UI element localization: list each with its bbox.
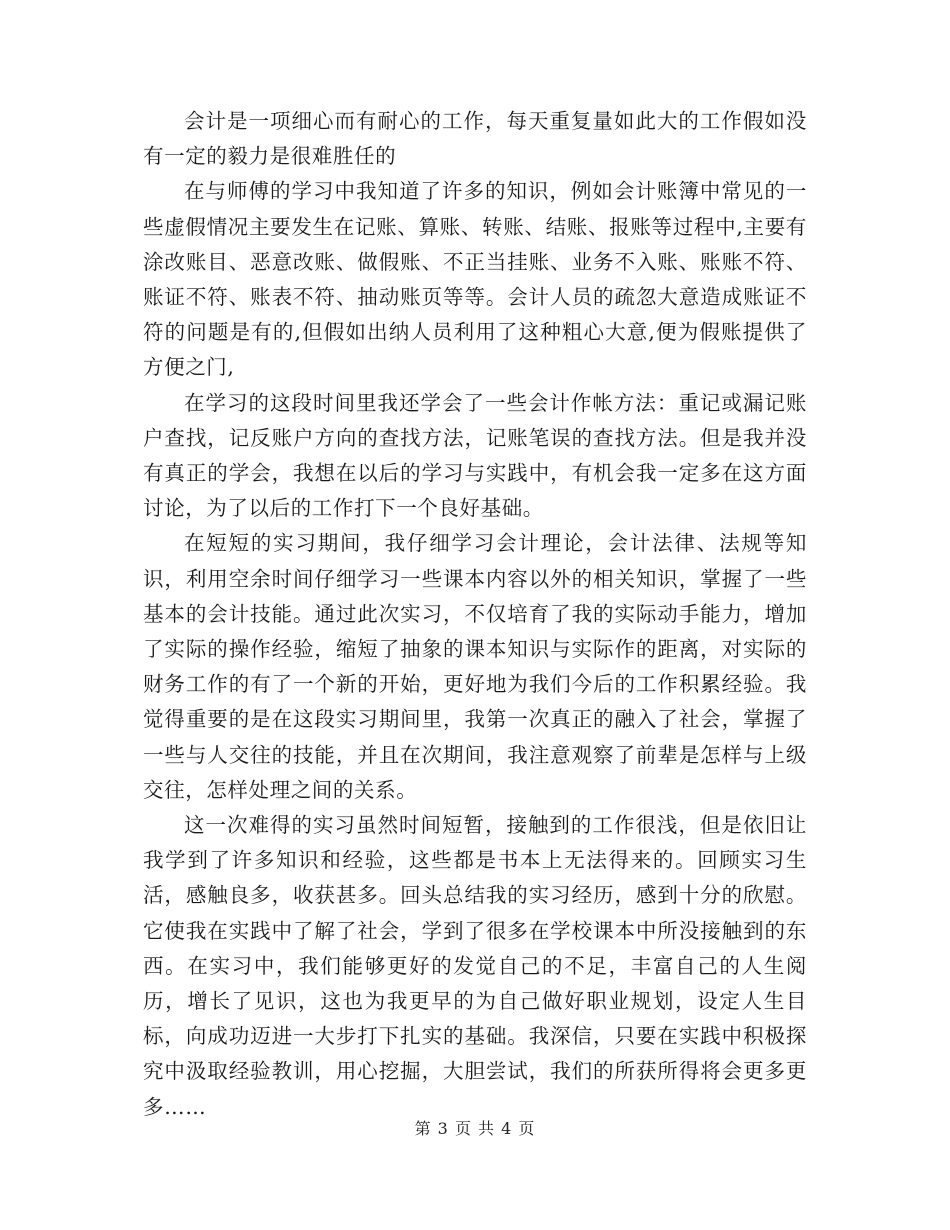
paragraph: 在短短的实习期间，我仔细学习会计理论，会计法律、法规等知识，利用空余时间仔细学习一些课本内容以外的相关知识，掌握了一些基本的会计技能。通过此次实习，不仅培育了我的实际动手能力，增加了实际的操作经验，缩短了抽象的课本知识与实际作的距离，对实际的财务工作的有了一个新的开始，更好地为我们今后的工作积累经验。我觉得重要的是在这段实习期间里，我第一次真正的融入了社会，掌握了一些与人交往的技能，并且在次期间，我注意观察了前辈是怎样与上级交往，怎样处理之间的关系。 (143, 531, 807, 802)
paragraph: 在学习的这段时间里我还学会了一些会计作帐方法：重记或漏记账户查找，记反账户方向的查找方法，记账笔误的查找方法。但是我并没有真正的学会，我想在以后的学习与实践中，有机会我一定多在这方面讨论，为了以后的工作打下一个良好基础。 (143, 390, 807, 521)
paragraph: 会计是一项细心而有耐心的工作，每天重复量如此大的工作假如没有一定的毅力是很难胜任的 (143, 109, 807, 169)
page-number-label: 第 3 页 共 4 页 (414, 1119, 536, 1138)
paragraph: 这一次难得的实习虽然时间短暂，接触到的工作很浅，但是依旧让我学到了许多知识和经验，这些都是书本上无法得来的。回顾实习生活，感触良多，收获甚多。回头总结我的实习经历，感到十分的欣慰。它使我在实践中了解了社会，学到了很多在学校课本中所没接触到的东西。在实习中，我们能够更好的发觉自己的不足，丰富自己的人生阅历，增长了见识，这也为我更早的为自己做好职业规划，设定人生目标，向成功迈进一大步打下扎实的基础。我深信，只要在实践中积极探究中汲取经验教训，用心挖掘，大胆尝试，我们的所获所得将会更多更多…… (143, 813, 807, 1119)
paragraph: 在与师傅的学习中我知道了许多的知识，例如会计账簿中常见的一些虚假情况主要发生在记账、算账、转账、结账、报账等过程中,主要有涂改账目、恶意改账、做假账、不正当挂账、业务不入账、账账不符、账证不符、账表不符、抽动账页等等。会计人员的疏忽大意造成账证不符的问题是有的,但假如出纳人员利用了这种粗心大意,便为假账提供了方便之门, (143, 179, 807, 380)
document-body (143, 104, 807, 1125)
page-footer (0, 1117, 950, 1141)
